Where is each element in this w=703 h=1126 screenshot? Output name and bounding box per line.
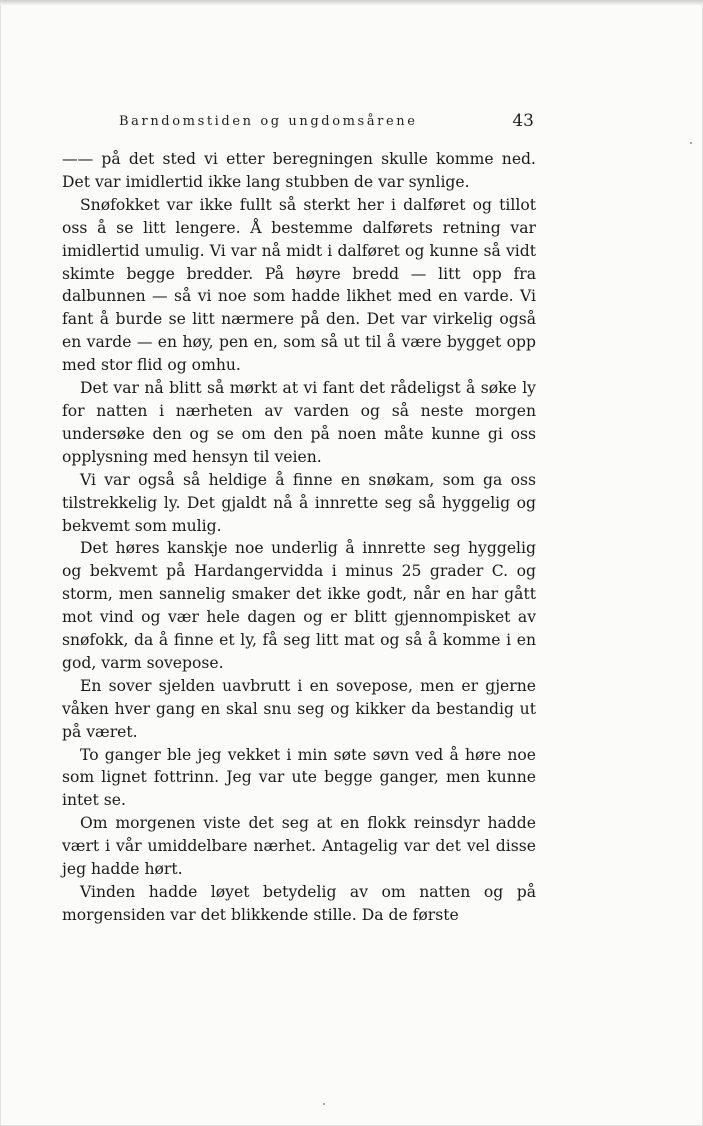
paragraph: Det var nå blitt så mørkt at vi fant det rådeligst å søke ly for natten i nærheten av varden og så neste morgen undersøke den og se om den på noen måte kunne gi oss opplysning med hensyn til veien. <box>62 379 536 466</box>
paragraph: —— på det sted vi etter beregningen skulle komme ned. Det var imidlertid ikke lang stubben de var synlige. <box>62 150 536 191</box>
page-top-edge <box>0 0 703 5</box>
paragraph: Snøfokket var ikke fullt så sterkt her i dalføret og tillot oss å se litt lengere. Å bestemme dalførets retning var imidlertid umulig. Vi var nå midt i dalføret og kunne så vidt skimte begge bredder. På høyre bredd — litt opp fra dalbunnen — så vi noe som hadde likhet med en varde. Vi fant å burde se litt nærmere på den. Det var virkelig også en varde — en høy, pen en, som så ut til å være bygget opp med stor flid og omhu. <box>62 195 536 375</box>
body-text <box>62 148 536 927</box>
paragraph: Det høres kanskje noe underlig å innrette seg hyggelig og bekvemt på Hardangervidda i minus 25 grader C. og storm, men sannelig smaker det ikke godt, når en har gått mot vind og vær hele dagen og er blitt gjennompisket av snøfokk, da å finne et ly, få seg litt mat og så å komme i en god, varm sovepose. <box>62 539 536 672</box>
paragraph: Om morgenen viste det seg at en flokk reinsdyr hadde vært i vår umiddelbare nærhet. Antagelig var det vel disse jeg hadde hørt. <box>62 814 536 879</box>
running-header <box>119 111 534 133</box>
running-title: Barndomstiden og ungdomsårene <box>119 114 418 129</box>
paper-speck <box>323 1103 325 1105</box>
page-number: 43 <box>512 111 534 131</box>
paper-speck <box>690 142 692 144</box>
paragraph: Vinden hadde løyet betydelig av om natten og på morgensiden var det blikkende stille. Da de første <box>62 883 536 924</box>
paragraph: To ganger ble jeg vekket i min søte søvn ved å høre noe som lignet fottrinn. Jeg var ute begge ganger, men kunne intet se. <box>62 745 536 810</box>
paragraph: En sover sjelden uavbrutt i en sovepose, men er gjerne våken hver gang en skal snu seg og kikker da bestandig ut på været. <box>62 676 536 741</box>
paragraph: Vi var også så heldige å finne en snøkam, som ga oss tilstrekkelig ly. Det gjaldt nå å innrette seg så hyggelig og bekvemt som mulig. <box>62 470 536 535</box>
